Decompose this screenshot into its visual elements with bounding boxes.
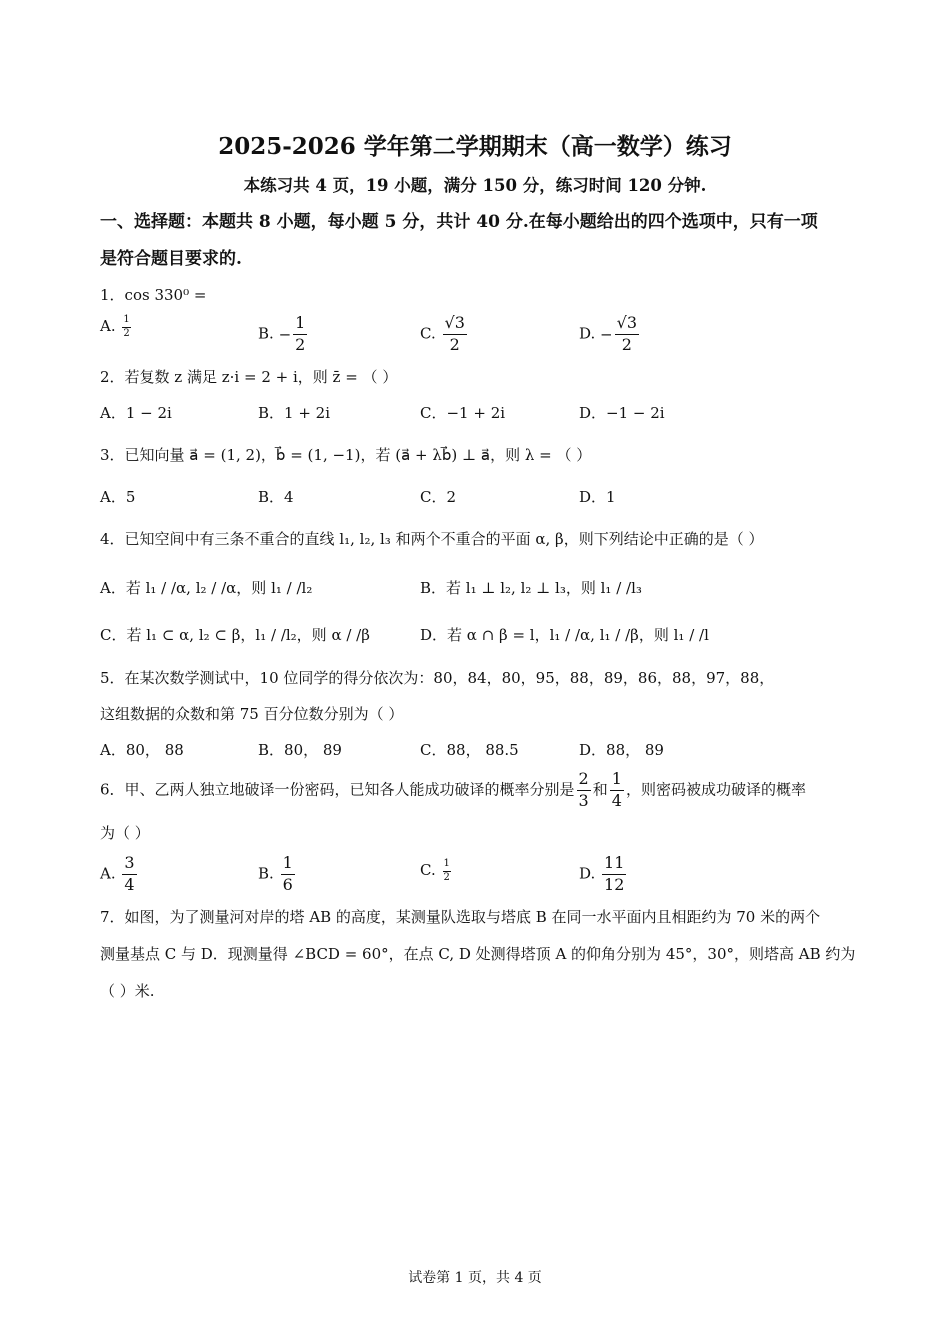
question-3-stem: 3．已知向量 a⃗ = (1, 2)，b⃗ = (1, −1)，若 (a⃗ + λb⃗) ⊥ a⃗，则 λ = （ ）	[100, 446, 592, 464]
fraction-denominator: 2	[449, 334, 460, 354]
fraction-numerator: √3	[443, 315, 467, 335]
question-6-stem-line2: 为（ ）	[100, 824, 150, 842]
negative-sign: −	[278, 325, 292, 344]
question-7-stem-line3: （ ）米.	[100, 982, 155, 1000]
question-2-option-c: C．−1 + 2i	[420, 404, 506, 422]
question-2-stem: 2．若复数 z 满足 z·i = 2 + i，则 z̄ = （ ）	[100, 368, 398, 386]
question-5-stem-line2: 这组数据的众数和第 75 百分位数分别为（ ）	[100, 705, 404, 723]
question-5-option-b: B．80， 89	[258, 741, 342, 759]
question-6-option-c	[420, 859, 453, 883]
fraction-denominator: 2	[123, 327, 130, 339]
fraction-denominator: 4	[611, 790, 622, 810]
fraction-denominator: 2	[295, 334, 306, 354]
fraction-numerator: 1	[443, 859, 451, 872]
question-1-option-d	[579, 315, 641, 354]
option-label: D.	[579, 864, 596, 883]
exam-title: 2025-2026 学年第二学期期末（高一数学）练习	[218, 133, 732, 160]
section-heading-line1: 一、选择题：本题共 8 小题，每小题 5 分，共计 40 分.在每小题给出的四个选项中，只有一项	[100, 212, 818, 232]
question-1-stem: 1．cos 330⁰ =	[100, 286, 207, 304]
question-4-option-a: A．若 l₁ / /α, l₂ / /α，则 l₁ / /l₂	[100, 579, 313, 597]
option-label: C.	[420, 324, 436, 343]
question-4-option-c: C．若 l₁ ⊂ α, l₂ ⊂ β，l₁ / /l₂，则 α / /β	[100, 626, 370, 644]
fraction-numerator: 1	[281, 855, 295, 875]
option-label: C.	[420, 861, 436, 879]
question-7-stem-line1: 7．如图，为了测量河对岸的塔 AB 的高度，某测量队选取与塔底 B 在同一水平面内且相距约为 70 米的两个	[100, 908, 821, 926]
question-1-option-c	[420, 315, 469, 354]
fraction-numerator: √3	[615, 315, 639, 335]
negative-sign: −	[600, 325, 613, 344]
question-4-option-d: D．若 α ∩ β = l，l₁ / /α, l₁ / /β，则 l₁ / /l	[420, 626, 709, 644]
question-1-option-a	[100, 315, 133, 339]
question-2-option-b: B．1 + 2i	[258, 404, 331, 422]
fraction-denominator: 2	[621, 334, 632, 354]
question-6-stem-mid: 和	[592, 780, 608, 799]
question-3-option-b: B．4	[258, 488, 294, 506]
fraction-denominator: 12	[604, 874, 625, 894]
page-footer: 试卷第 1 页，共 4 页	[408, 1270, 542, 1286]
option-label: A.	[100, 864, 116, 883]
fraction-numerator: 3	[122, 855, 136, 875]
question-5-option-d: D．88， 89	[579, 741, 664, 759]
question-5-option-a: A．80， 88	[100, 741, 184, 759]
fraction-numerator: 2	[577, 771, 591, 791]
question-6-stem-post: ，则密码被成功破译的概率	[625, 780, 806, 799]
question-3-option-a: A．5	[100, 488, 136, 506]
question-4-stem: 4．已知空间中有三条不重合的直线 l₁, l₂, l₃ 和两个不重合的平面 α, β，则下列结论中正确的是（ ）	[100, 530, 764, 548]
question-5-stem-line1: 5．在某次数学测试中，10 位同学的得分依次为：80，84，80，95，88，89，86，88，97，88，	[100, 669, 775, 687]
fraction-denominator: 3	[578, 790, 589, 810]
fraction-numerator: 1	[610, 771, 624, 791]
question-3-option-d: D．1	[579, 488, 616, 506]
section-heading-line2: 是符合题目要求的.	[100, 249, 242, 269]
question-7-stem-line2: 测量基点 C 与 D．现测量得 ∠BCD = 60°，在点 C, D 处测得塔顶 A 的仰角分别为 45°，30°，则塔高 AB 约为	[100, 945, 856, 963]
fraction-denominator: 2	[443, 871, 450, 883]
option-label: B.	[258, 324, 274, 343]
option-label: B.	[258, 864, 274, 883]
fraction-numerator: 1	[122, 315, 130, 328]
question-2-option-a: A．1 − 2i	[100, 404, 172, 422]
option-label: A.	[100, 317, 116, 335]
question-3-option-c: C．2	[420, 488, 457, 506]
question-1-option-b	[258, 315, 309, 354]
question-5-option-c: C．88， 88.5	[420, 741, 519, 759]
question-6-option-d	[579, 855, 628, 894]
question-6-stem-line1	[100, 771, 806, 810]
option-label: D.	[579, 324, 596, 343]
question-6-option-b	[258, 855, 297, 894]
question-6-option-a	[100, 855, 139, 894]
fraction-numerator: 11	[602, 855, 626, 875]
question-6-stem-pre: 6．甲、乙两人独立地破译一份密码，已知各人能成功破译的概率分别是	[100, 780, 575, 799]
fraction-numerator: 1	[293, 315, 307, 335]
exam-subtitle: 本练习共 4 页，19 小题，满分 150 分，练习时间 120 分钟.	[243, 176, 707, 195]
fraction-denominator: 4	[124, 874, 135, 894]
fraction-denominator: 6	[282, 874, 293, 894]
question-2-option-d: D．−1 − 2i	[579, 404, 665, 422]
question-4-option-b: B．若 l₁ ⊥ l₂, l₂ ⊥ l₃，则 l₁ / /l₃	[420, 579, 642, 597]
